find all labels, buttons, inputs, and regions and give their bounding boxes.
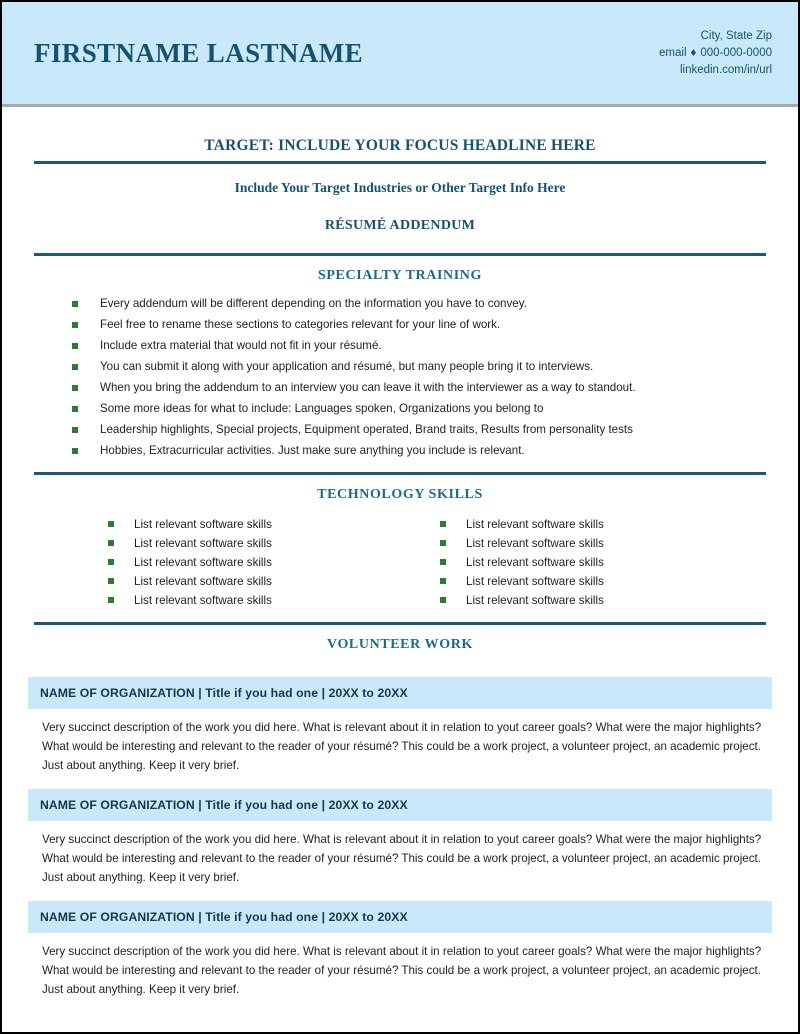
square-bullet-icon	[72, 448, 78, 454]
target-subheadline: Include Your Target Industries or Other Target Info Here	[234, 180, 566, 195]
contact-email[interactable]: email	[659, 46, 687, 59]
list-item: List relevant software skills	[34, 591, 400, 610]
list-item: List relevant software skills	[400, 534, 766, 553]
document-header	[2, 2, 798, 107]
square-bullet-icon	[72, 406, 78, 412]
section-title-technology-skills: TECHNOLOGY SKILLS	[317, 487, 483, 502]
list-item: List relevant software skills	[34, 515, 400, 534]
list-item: Feel free to rename these sections to categories relevant for your line of work.	[34, 315, 766, 335]
square-bullet-icon	[108, 559, 114, 565]
list-item: List relevant software skills	[400, 572, 766, 591]
list-item: You can submit it along with your application and résumé, but many people bring it to interviews.	[34, 357, 766, 377]
list-item: Some more ideas for what to include: Languages spoken, Organizations you belong to	[34, 399, 766, 419]
square-bullet-icon	[440, 597, 446, 603]
organization-bar	[28, 677, 772, 709]
organization-bar	[28, 901, 772, 933]
list-item: Leadership highlights, Special projects, Equipment operated, Brand traits, Results from personality tests	[34, 420, 766, 440]
contact-info	[659, 28, 772, 79]
organization-description: Very succinct description of the work you did here. What is relevant about it in relation to yout career goals? What were the major highlights? What would be interesting and relevant to the reader of your résumé? This could be a work project, a volunteer project, an academic project. Just about anything. Keep it very brief.	[42, 833, 762, 884]
organization-bar	[28, 789, 772, 821]
list-item: List relevant software skills	[400, 515, 766, 534]
organization-description: Very succinct description of the work you did here. What is relevant about it in relation to yout career goals? What were the major highlights? What would be interesting and relevant to the reader of your résumé? This could be a work project, a volunteer project, an academic project. Just about anything. Keep it very brief.	[42, 721, 762, 772]
square-bullet-icon	[108, 578, 114, 584]
technology-skills-columns	[34, 513, 766, 622]
list-item: Hobbies, Extracurricular activities. Just make sure anything you include is relevant.	[34, 441, 766, 461]
volunteer-entry	[34, 663, 766, 775]
diamond-icon: ♦	[690, 46, 697, 59]
organization-description: Very succinct description of the work you did here. What is relevant about it in relation to yout career goals? What were the major highlights? What would be interesting and relevant to the reader of your résumé? This could be a work project, a volunteer project, an academic project. Just about anything. Keep it very brief.	[42, 945, 762, 996]
square-bullet-icon	[440, 578, 446, 584]
contact-linkedin[interactable]: linkedin.com/in/url	[679, 63, 772, 76]
square-bullet-icon	[72, 343, 78, 349]
square-bullet-icon	[440, 559, 446, 565]
list-item: List relevant software skills	[400, 553, 766, 572]
page-title: FIRSTNAME LASTNAME	[34, 37, 363, 68]
skills-column-right	[400, 515, 766, 610]
section-title-volunteer-work: VOLUNTEER WORK	[327, 637, 473, 652]
square-bullet-icon	[440, 540, 446, 546]
organization-heading: NAME OF ORGANIZATION | Title if you had one | 20XX to 20XX	[40, 910, 408, 924]
list-item: List relevant software skills	[34, 534, 400, 553]
organization-heading: NAME OF ORGANIZATION | Title if you had one | 20XX to 20XX	[40, 798, 408, 812]
square-bullet-icon	[440, 521, 446, 527]
square-bullet-icon	[108, 597, 114, 603]
square-bullet-icon	[108, 521, 114, 527]
volunteer-entry	[34, 775, 766, 887]
list-item: When you bring the addendum to an interview you can leave it with the interviewer as a way to standout.	[34, 378, 766, 398]
list-item: List relevant software skills	[400, 591, 766, 610]
contact-email-phone	[659, 45, 772, 62]
square-bullet-icon	[72, 427, 78, 433]
document-body	[2, 107, 798, 999]
list-item: Every addendum will be different depending on the information you have to convey.	[34, 294, 766, 314]
organization-heading: NAME OF ORGANIZATION | Title if you had one | 20XX to 20XX	[40, 686, 408, 700]
square-bullet-icon	[72, 385, 78, 391]
skills-column-left	[34, 515, 400, 610]
square-bullet-icon	[72, 364, 78, 370]
specialty-training-list	[34, 294, 766, 472]
contact-phone: 000-000-0000	[700, 46, 772, 59]
square-bullet-icon	[72, 322, 78, 328]
list-item: Include extra material that would not fit in your résumé.	[34, 336, 766, 356]
list-item: List relevant software skills	[34, 572, 400, 591]
square-bullet-icon	[108, 540, 114, 546]
section-title-specialty-training: SPECIALTY TRAINING	[318, 268, 482, 283]
square-bullet-icon	[72, 301, 78, 307]
list-item: List relevant software skills	[34, 553, 400, 572]
target-headline: TARGET: INCLUDE YOUR FOCUS HEADLINE HERE	[204, 137, 596, 154]
volunteer-entry	[34, 887, 766, 999]
contact-location: City, State Zip	[700, 29, 772, 42]
document-type-title: RÉSUMÉ ADDENDUM	[324, 218, 476, 233]
